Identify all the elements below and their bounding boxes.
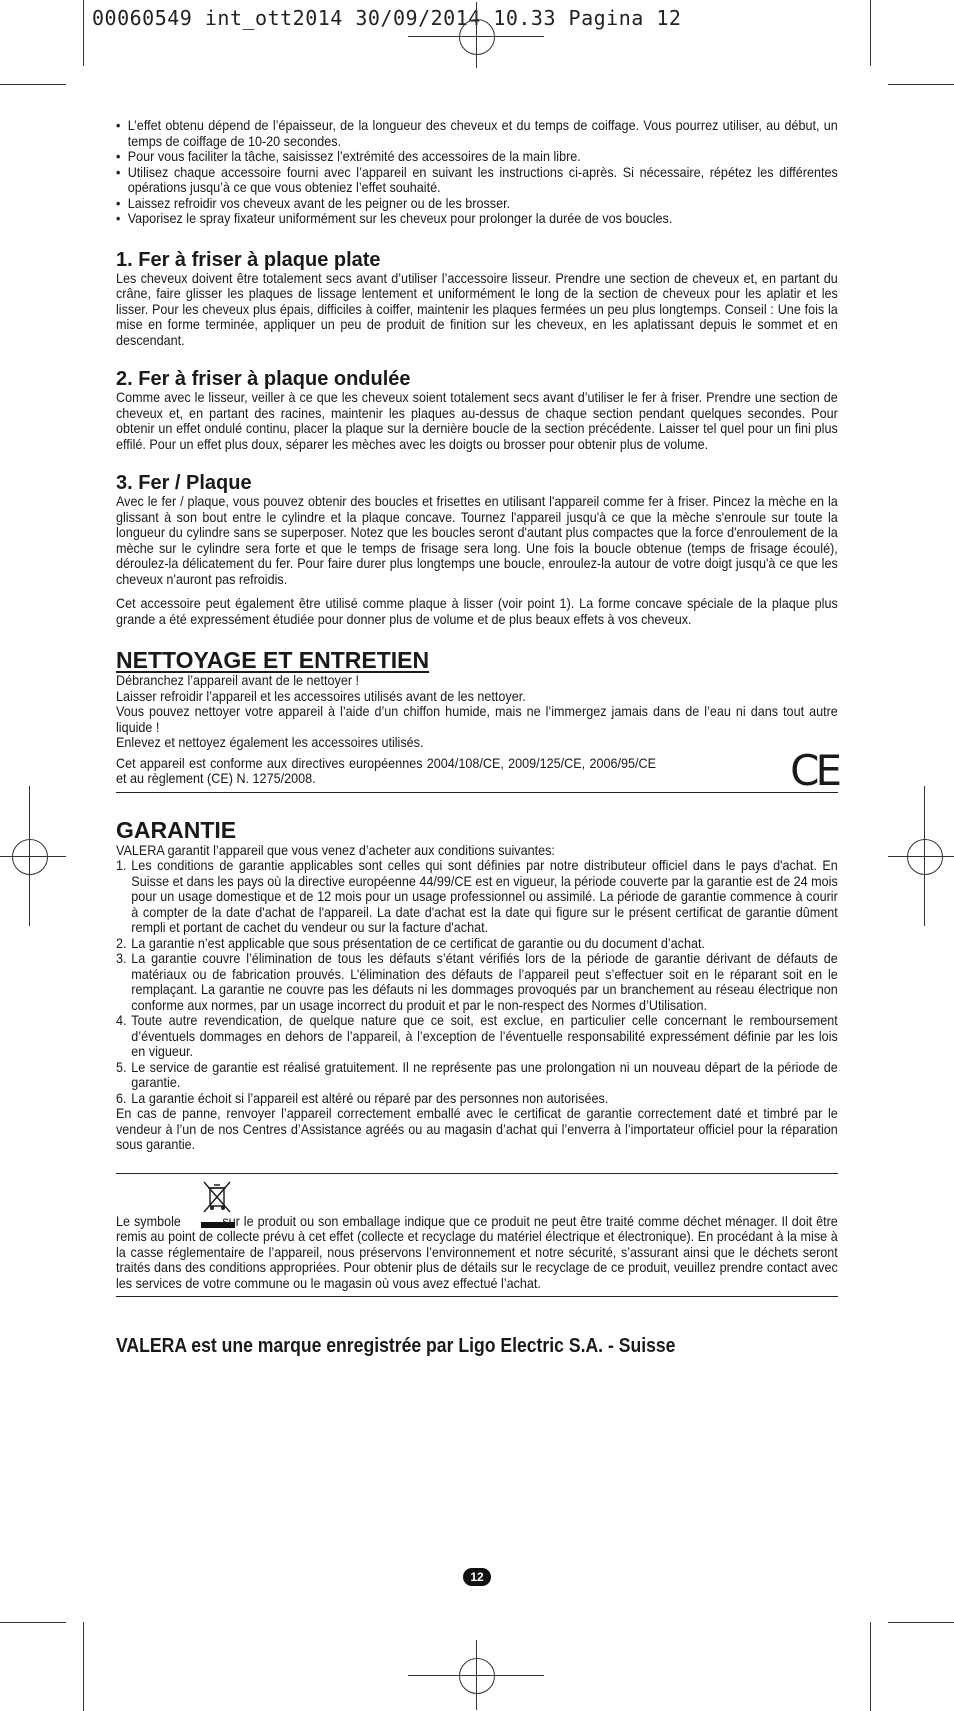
warranty-item: 2. La garantie n’est applicable que sous présentation de ce certificat de garantie ou du document d’achat.	[116, 934, 705, 951]
ce-mark-icon: CE	[790, 745, 838, 795]
cleaning-line: Vous pouvez nettoyer votre appareil à l’aide d’un chiffon humide, mais ne l’immergez jamais dans de l’eau ni dans tout autre liquide !	[116, 703, 838, 735]
section-title: 3. Fer / Plaque	[116, 472, 252, 494]
warranty-item: 4. Toute autre revendication, de quelque nature que ce soit, est exclue, en particulier celle concernant le remboursement d’éventuels dommages en dehors de l’appareil, à l’exception de l’éventuelle responsabilité expressément définie par les lois en vigueur.	[116, 1012, 838, 1059]
crop-mark	[0, 84, 66, 85]
crop-mark	[83, 1622, 84, 1711]
section-text: Cet accessoire peut également être utilisé comme plaque à lisser (voir point 1). La forme concave spéciale de la plaque plus grande a été expressément étudiée pour donner plus de volume et de plus beaux effets à vos cheveux.	[116, 595, 838, 627]
section-text: Les cheveux doivent être totalement secs avant d’utiliser l’accessoire lisseur. Prendre une section de cheveux et, en partant du crâne, faire glisser les plaques de lissage lentement et uniformément le long de la section de cheveux pour les aplatir et les lisser. Pour les cheveux plus épais, difficiles à coiffer, maintenir les plaques fermées un peu plus longtemps. Conseil : Une fois la mise en forme terminée, appliquer un peu de produit de finition sur les cheveux, en les aplatissant depuis le sommet et en descendant.	[116, 269, 838, 348]
brand-footer: VALERA est une marque enregistrée par Ligo Electric S.A. - Suisse	[116, 1335, 676, 1357]
page-content	[116, 118, 838, 1358]
crop-mark	[888, 1622, 954, 1623]
tip-item: • Vaporisez le spray fixateur uniformément sur les cheveux pour prolonger la durée de vos boucles.	[116, 211, 838, 227]
print-header: 00060549 int_ott2014 30/09/2014 10.33 Pagina 12	[92, 6, 682, 30]
crop-mark	[888, 84, 954, 85]
cleaning-line: Laisser refroidir l’appareil et les accessoires utilisés avant de les nettoyer.	[116, 687, 526, 704]
cleaning-title: NETTOYAGE ET ENTRETIEN	[116, 647, 430, 673]
crossed-bin-icon	[198, 1178, 238, 1218]
cleaning-line: Débranchez l’appareil avant de le nettoyer !	[116, 672, 360, 688]
cleaning-text	[116, 673, 838, 751]
conformity-row	[116, 745, 838, 795]
intro-tips	[116, 118, 838, 227]
tip-item: • Laissez refroidir vos cheveux avant de les peigner ou de les brosser.	[116, 196, 838, 212]
section-text: Avec le fer / plaque, vous pouvez obtenir des boucles et frisettes en utilisant l'appareil comme fer à friser. Pincez la mèche en la glissant à son bout entre le cylindre et la plaque concave. Tournez l'appareil jusqu'à ce que la mèche s'enroule sur toute la longueur du cylindre sans se superposer. Notez que les boucles seront d'autant plus compactes que la force d'enroulement de la mèche sur le cylindre sera forte et que le temps de frisage sera long. Une fois la boucle obtenue (temps de frisage écoulé), déroulez-la délicatement du fer. Pour faire durer plus longtemps une boucle, enroulez-la autour de votre doigt jusqu'à ce que les cheveux n'auront pas refroidis.	[116, 493, 838, 587]
weee-text: Le symbole sur le produit ou son emballage indique que ce produit ne peut être traité comme déchet ménager. Il doit être remis au point de collecte prévu à cet effet (collecte et recyclage du matériel électrique et électronique). En procédant à la mise à la casse réglementaire de l’appareil, nous préservons l’environnement et notre sécurité, s’assurant ainsi que le déchets seront traités dans des conditions appropriées. Pour obtenir plus de détails sur le recyclage de ce produit, veuillez prendre contact avec les services de votre commune ou le magasin où vous avez effectué l’achat.	[116, 1212, 838, 1291]
weee-section	[116, 1178, 838, 1292]
warranty-intro: VALERA garantit l’appareil que vous venez d’acheter aux conditions suivantes:	[116, 841, 555, 858]
conformity-text: Cet appareil est conforme aux directives européennes 2004/108/CE, 2009/125/CE, 2006/95/CE et au règlement (CE) N. 1275/2008.	[116, 754, 656, 786]
crop-mark	[870, 1622, 871, 1711]
warranty-item: 1. Les conditions de garantie applicables sont celles qui sont définies par notre distributeur officiel dans le pays d'achat. En Suisse et dans les pays où la directive européenne 44/99/CE est en vigueur, la période couverte par la garantie est de 24 mois pour un usage domestique et de 12 mois pour un usage professionnel ou assimilé. La période de garantie commence à courir à compter de la date d'achat de l'appareil. La date d'achat est la date qui figure sur le présent certificat de garantie dûment rempli et portant de cachet du vendeur ou sur la facture d'achat.	[116, 857, 838, 935]
crop-mark	[0, 1622, 66, 1623]
warranty-outro: En cas de panne, renvoyer l’appareil correctement emballé avec le certificat de garantie correctement daté et timbré par le vendeur à l’un de nos Centres d’Assistance agréés ou au magasin d’achat qui l’enverra à l’importateur officiel pour la réparation sous garantie.	[116, 1105, 838, 1152]
section-text: Comme avec le lisseur, veiller à ce que les cheveux soient totalement secs avant d’utiliser le fer à friser. Prendre une section de cheveux et, en partant des racines, maintenir les plaques au-dessus de chaque section pendant quelques secondes. Pour obtenir un effet ondulé continu, placer la plaque sur la dernière boucle de la section précédente. Laisser tel quel pour un fini plus effilé. Pour un effet plus doux, séparer les mèches avec les doigts ou brosser pour obtenir plus de volume.	[116, 389, 838, 452]
warranty-title: GARANTIE	[116, 816, 237, 843]
tip-item: • Utilisez chaque accessoire fourni avec l’appareil en suivant les instructions ci-après. Si nécessaire, répétez les différentes opérations jusqu’à ce que vous obteniez l’effet souhaité.	[116, 165, 838, 196]
warranty-item: 6. La garantie échoit si l’appareil est altéré ou réparé par des personnes non autorisées.	[116, 1089, 609, 1106]
tip-item: • L’effet obtenu dépend de l’épaisseur, de la longueur des cheveux et du temps de coiffage. Vous pourrez utiliser, au début, un temps de coiffage de 10-20 secondes.	[116, 118, 838, 149]
warranty-item: 5. Le service de garantie est réalisé gratuitement. Il ne représente pas une prolongation ni un nouveau départ de la période de garantie.	[116, 1058, 838, 1090]
crop-mark	[870, 0, 871, 66]
warranty-item: 3. La garantie couvre l’élimination de tous les défauts s’étant vérifiés lors de la période de garantie dérivant de défauts de matériaux ou de fabrication prouvés. L’élimination des défauts de l’appareil peut s’effectuer soit en le réparant soit en le remplaçant. La garantie ne couvre pas les défauts ni les dommages provoqués par un branchement au réseau électrique non conforme aux normes, par un usage incorrect du produit et par le non-respect des Normes d’Utilisation.	[116, 950, 838, 1013]
tip-item: • Pour vous faciliter la tâche, saisissez l’extrémité des accessoires de la main libre.	[116, 149, 838, 165]
page-number-badge: 12	[463, 1568, 491, 1586]
crop-mark	[83, 0, 84, 66]
cleaning-line: Enlevez et nettoyez également les accessoires utilisés.	[116, 734, 424, 750]
section-title: 1. Fer à friser à plaque plate	[116, 248, 381, 271]
warranty-conditions	[116, 858, 838, 1106]
section-title: 2. Fer à friser à plaque ondulée	[116, 368, 411, 390]
